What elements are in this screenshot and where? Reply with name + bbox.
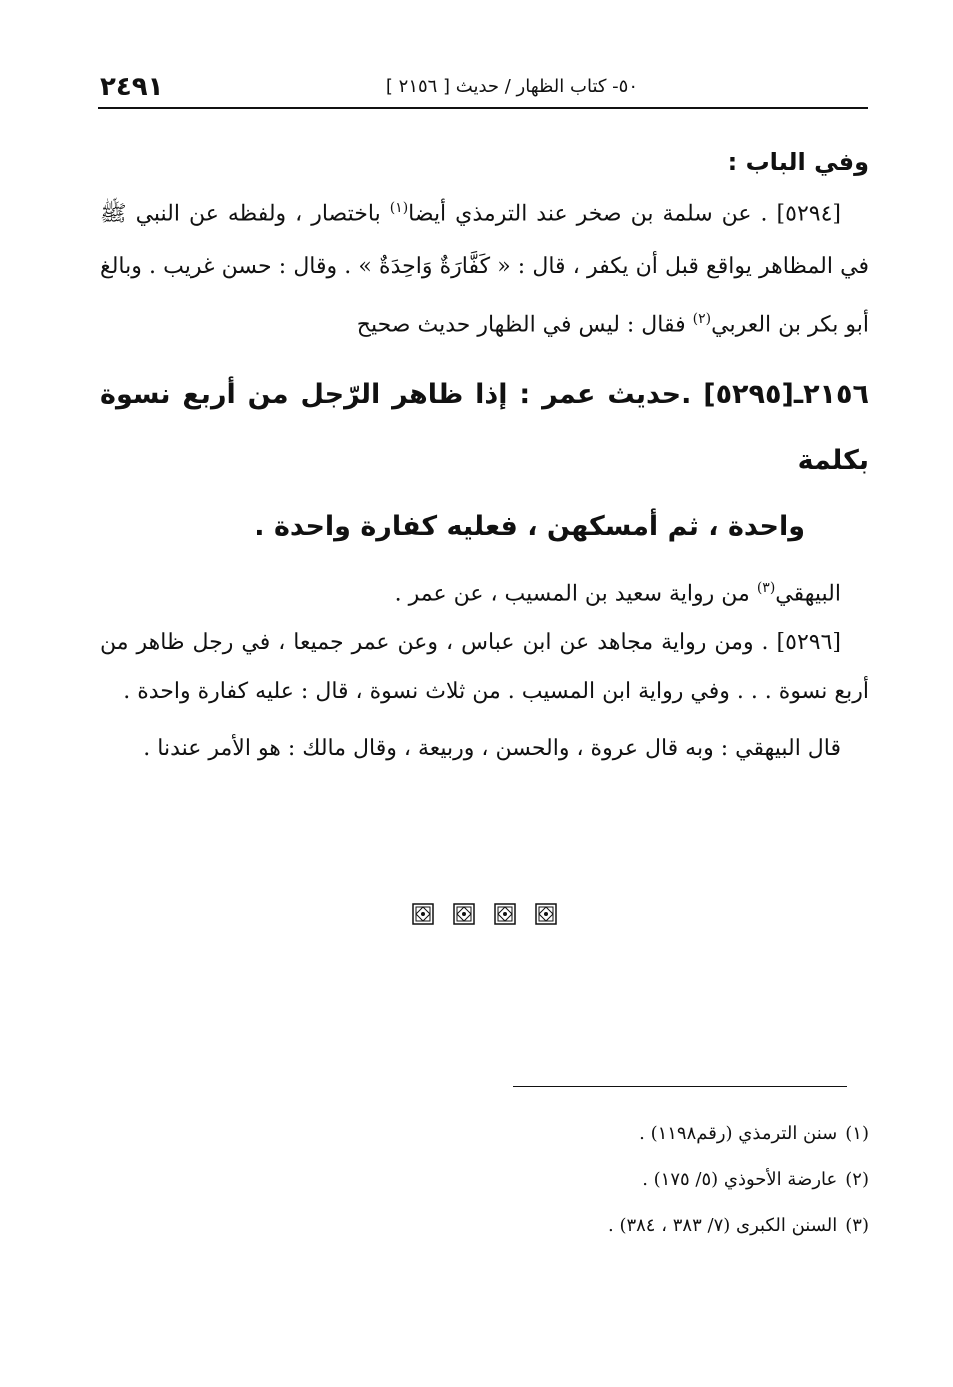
footnote-marker[interactable]: (٢) — [692, 311, 712, 328]
footnote-text: سنن الترمذي (رقم١١٩٨) . — [639, 1123, 838, 1144]
running-title: ٥٠- كتاب الظهار / حديث [ ٢١٥٦ ] — [385, 76, 638, 97]
footnote-marker[interactable]: (٣) — [756, 579, 776, 596]
page-header — [98, 70, 868, 106]
main-text — [100, 140, 869, 773]
footnote-text: عارضة الأحوذي (٥/ ١٧٥) . — [642, 1169, 838, 1190]
paragraph-bayhaqi-saying — [100, 724, 869, 773]
ornamental-square-icon — [412, 903, 434, 925]
header-rule — [98, 107, 868, 109]
footnote-number: (٢) — [845, 1169, 869, 1190]
paragraph-text: البيهقي — [775, 580, 841, 606]
paragraph-text: . عن سلمة بن صخر عند الترمذي أيضا — [408, 201, 777, 227]
footnote-text: السنن الكبرى (٧/ ٣٨٣ ، ٣٨٤) . — [608, 1215, 838, 1236]
ornamental-square-icon — [453, 903, 475, 925]
footnote-item — [449, 1111, 869, 1157]
footnote-number: (٣) — [845, 1215, 869, 1236]
paragraph-text: قال البيهقي : وبه قال عروة ، والحسن ، وربيعة ، وقال مالك : هو الأمر عندنا . — [143, 735, 841, 761]
hadith-number: ٢١٥٦ـ[٥٢٩٥] — [703, 378, 869, 410]
paragraph-text: فقال : ليس في الظهار حديث صحيح — [356, 312, 693, 338]
hadith-heading — [100, 362, 869, 560]
footnotes — [449, 1111, 869, 1249]
paragraph-bayhaqi — [100, 564, 869, 618]
ornamental-square-icon — [494, 903, 516, 925]
paragraph-text: من رواية سعيد بن المسيب ، عن عمر . — [394, 580, 757, 606]
footnote-rule — [513, 1086, 847, 1087]
section-title: وفي الباب : — [727, 148, 869, 176]
paragraph-text: باختصار ، ولفظه عن النبي ﷺ في المظاهر يواقع قبل أن يكفر ، قال : « كَفَّارَةٌ وَاحِدَةٌ » . وقال : حسن غريب . وبالغ أبو بكر بن العربي — [100, 201, 869, 338]
ornamental-square-icon — [535, 903, 557, 925]
footnote-item — [449, 1157, 869, 1203]
footnote-marker[interactable]: (١) — [389, 200, 409, 216]
hadith-text: .حديث عمر : إذا ظاهر الرّجل من أربع نسوة بكلمة — [100, 378, 869, 476]
paragraph-5296 — [100, 618, 869, 716]
paragraph-text: . ومن رواية مجاهد عن ابن عباس ، وعن عمر جميعا ، في رجل ظاهر من أربع نسوة . . . وفي رواية ابن المسيب . من ثلاث نسوة ، قال : عليه كفارة واحدة . — [100, 629, 869, 704]
page-number: ٢٤٩١ — [100, 72, 164, 102]
section-divider-ornaments — [412, 903, 560, 929]
hadith-text-continued: واحدة ، ثم أمسكهن ، فعليه كفارة واحدة . — [254, 510, 805, 542]
reference-number: [٥٢٩٦] — [776, 629, 841, 655]
footnote-number: (١) — [845, 1123, 869, 1144]
reference-number: [٥٢٩٤] — [776, 201, 841, 227]
paragraph-5294 — [100, 182, 869, 352]
footnote-item — [449, 1203, 869, 1249]
